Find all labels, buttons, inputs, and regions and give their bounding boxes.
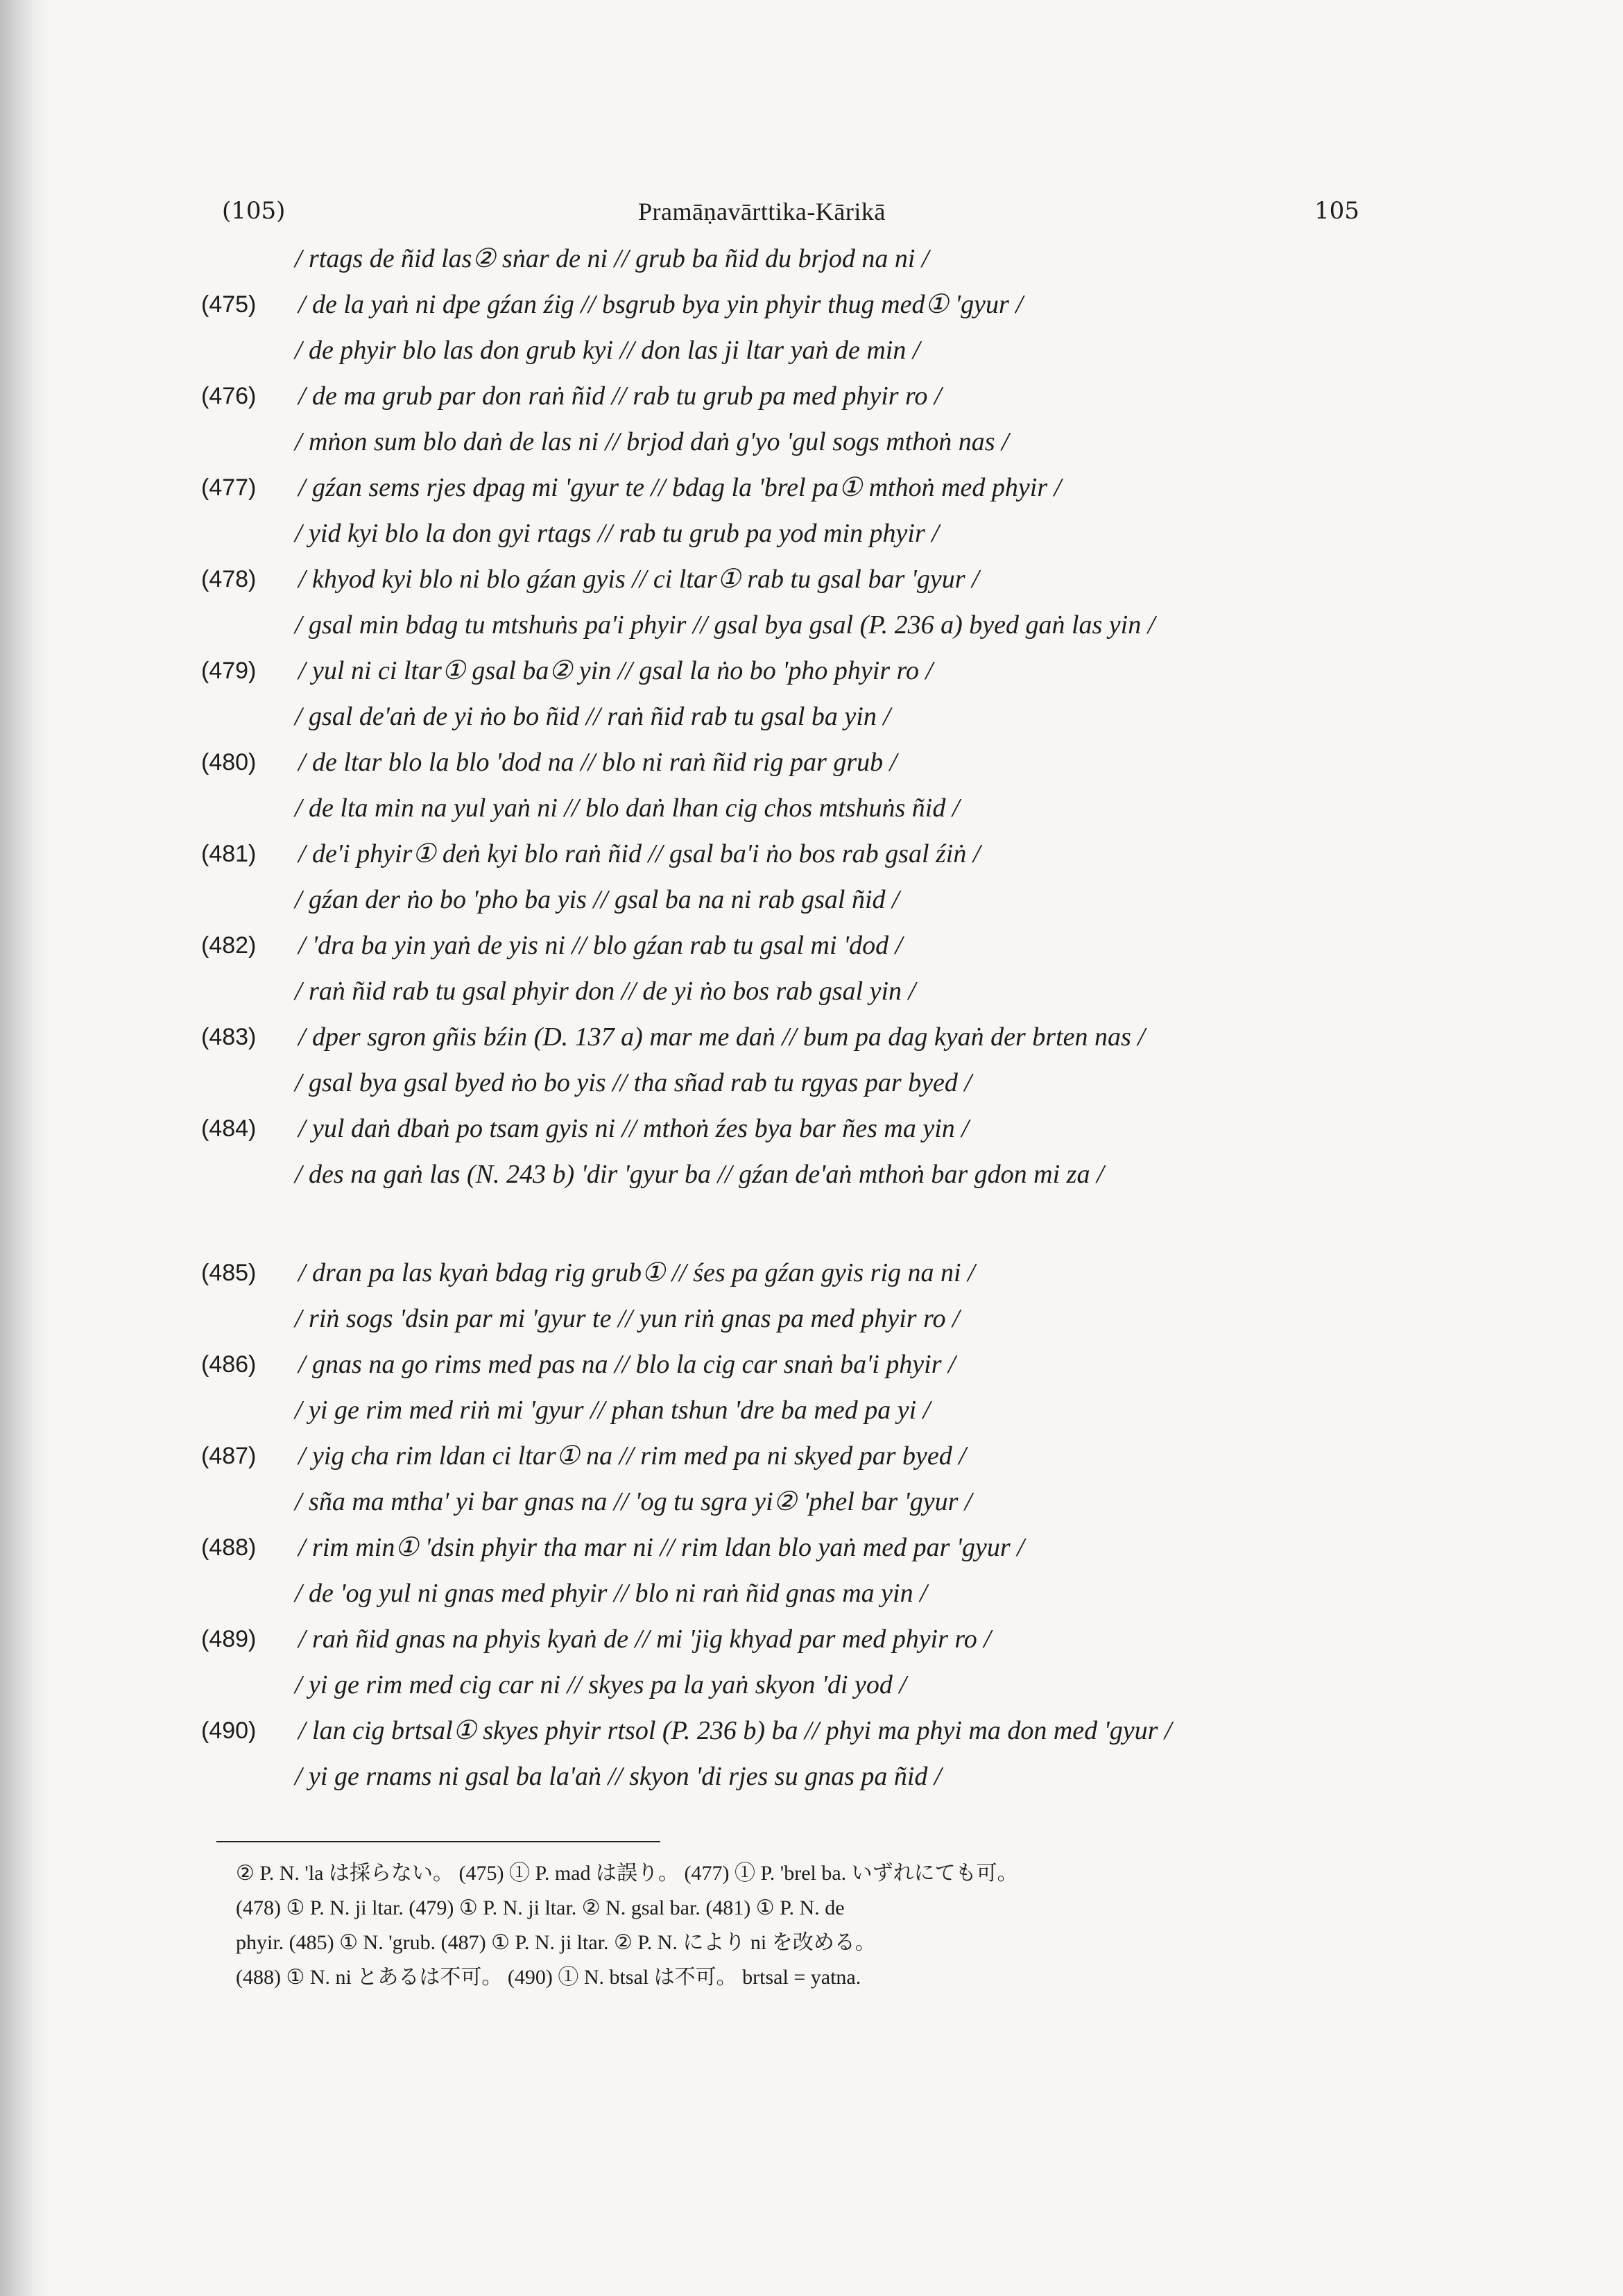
verse-text: / raṅ ñid rab tu gsal phyir don // de yi ṅo bos rab gsal yin / [295, 977, 916, 1006]
verse-line [201, 1342, 1491, 1387]
verse-text: / khyod kyi blo ni blo gźan gyis // ci ltar① rab tu gsal bar 'gyur / [298, 565, 979, 594]
verse-line [201, 739, 1491, 785]
verse-text: / dran pa las kyaṅ bdag rig grub① // śes pa gźan gyis rig na ni / [298, 1258, 975, 1287]
verse-number: (481) [201, 841, 257, 867]
verse-line [201, 648, 1491, 694]
verse-number: (489) [201, 1626, 257, 1652]
verse-text: / yul ni ci ltar① gsal ba② yin // gsal la ṅo bo 'pho phyir ro / [298, 656, 934, 685]
verse-number: (475) [201, 291, 257, 318]
verse-number: (487) [201, 1443, 257, 1469]
verse-line [201, 968, 1491, 1014]
verse-line [201, 1014, 1491, 1060]
verse-text: / gnas na go rims med pas na // blo la cig car snaṅ ba'i phyir / [298, 1350, 956, 1379]
verse-text: / yid kyi blo la don gyi rtags // rab tu grub pa yod min phyir / [295, 519, 939, 548]
verse-text: / de 'og yul ni gnas med phyir // blo ni raṅ ñid gnas ma yin / [295, 1579, 927, 1608]
verse-line [201, 1525, 1491, 1570]
verse-line [201, 1060, 1491, 1106]
verse-text: / gsal de'aṅ de yi ṅo bo ñid // raṅ ñid rab tu gsal ba yin / [295, 702, 891, 731]
verse-text: / riṅ sogs 'dsin par mi 'gyur te // yun riṅ gnas pa med phyir ro / [295, 1304, 960, 1333]
verse-line [201, 694, 1491, 739]
verse-line [201, 602, 1491, 648]
verse-text: / dper sgron gñis bźin (D. 137 a) mar me daṅ // bum pa dag kyaṅ der brten nas / [298, 1022, 1145, 1052]
verse-text: / de lta min na yul yaṅ ni // blo daṅ lhan cig chos mtshuṅs ñid / [295, 794, 960, 823]
verse-text: / yi ge rim med riṅ mi 'gyur // phan tshun 'dre ba med pa yi / [295, 1396, 931, 1425]
verse-number: (480) [201, 749, 257, 776]
verse-line [201, 236, 1491, 282]
verse-line [201, 1296, 1491, 1342]
verse-number: (483) [201, 1024, 257, 1050]
verse-line [201, 282, 1491, 327]
verse-line [201, 1106, 1491, 1151]
page-number-bracketed: (105) [222, 197, 286, 225]
verse-number: (485) [201, 1260, 257, 1286]
verse-text: / de la yaṅ ni dpe gźan źig // bsgrub bya yin phyir thug med① 'gyur / [298, 290, 1023, 319]
verse-line [201, 1662, 1491, 1708]
verse-block [201, 236, 1491, 1799]
verse-text: / des na gaṅ las (N. 243 b) 'dir 'gyur ba // gźan de'aṅ mthoṅ bar gdon mi za / [295, 1160, 1104, 1189]
verse-text: / mṅon sum blo daṅ de las ni // brjod daṅ g'yo 'gul sogs mthoṅ nas / [295, 427, 1009, 456]
footnote-rule [216, 1841, 660, 1842]
verse-line [201, 785, 1491, 831]
verse-text: / raṅ ñid gnas na phyis kyaṅ de // mi 'jig khyad par med phyir ro / [298, 1625, 991, 1654]
footnote-line: phyir. (485) ① N. 'grub. (487) ① P. N. ji ltar. ② P. N. により ni を改める。 [236, 1931, 876, 1954]
verse-number: (482) [201, 932, 257, 959]
verse-number: (476) [201, 383, 257, 409]
page-number: 105 [1314, 197, 1359, 225]
verse-number: (478) [201, 566, 257, 592]
verse-line [201, 327, 1491, 373]
verse-line [201, 556, 1491, 602]
verse-text: / lan cig brtsal① skyes phyir rtsol (P. 236 b) ba // phyi ma phyi ma don med 'gyur / [298, 1716, 1172, 1745]
verse-line [201, 1433, 1491, 1479]
verse-line [201, 831, 1491, 877]
running-title: Pramāṇavārttika-Kārikā [638, 198, 886, 225]
footnotes [236, 1856, 1443, 1995]
verse-line [201, 1754, 1491, 1799]
footnote-line: ② P. N. 'la は採らない。 (475) ① P. mad は誤り。 (477) ① P. 'brel ba. いずれにても可。 [236, 1862, 1018, 1885]
footnote-line: (478) ① P. N. ji ltar. (479) ① P. N. ji ltar. ② N. gsal bar. (481) ① P. N. de [236, 1896, 845, 1919]
verse-line [201, 465, 1491, 511]
verse-text: / rtags de ñid las② sṅar de ni // grub ba ñid du brjod na ni / [295, 244, 929, 273]
verse-text: / yi ge rim med cig car ni // skyes pa la yaṅ skyon 'di yod / [295, 1670, 907, 1699]
verse-text: / yi ge rnams ni gsal ba la'aṅ // skyon 'di rjes su gnas pa ñid / [295, 1762, 942, 1791]
verse-line [201, 1250, 1491, 1296]
verse-number: (477) [201, 474, 257, 501]
verse-number: (490) [201, 1717, 257, 1744]
verse-line [201, 511, 1491, 556]
verse-number: (488) [201, 1534, 257, 1561]
verse-text: / gsal min bdag tu mtshuṅs pa'i phyir // gsal bya gsal (P. 236 a) byed gaṅ las yin / [295, 610, 1156, 640]
verse-text: / gźan der ṅo bo 'pho ba yis // gsal ba na ni rab gsal ñid / [295, 885, 900, 914]
verse-line [201, 1479, 1491, 1525]
verse-line [201, 1616, 1491, 1662]
verse-text: / yul daṅ dbaṅ po tsam gyis ni // mthoṅ źes bya bar ñes ma yin / [298, 1114, 969, 1143]
verse-text: / rim min① 'dsin phyir tha mar ni // rim ldan blo yaṅ med par 'gyur / [298, 1533, 1024, 1562]
verse-line [201, 1151, 1491, 1197]
verse-number: (479) [201, 658, 257, 684]
verse-line [201, 1387, 1491, 1433]
verse-text: / de ltar blo la blo 'dod na // blo ni raṅ ñid rig par grub / [298, 748, 898, 777]
verse-line [201, 1708, 1491, 1754]
verse-line [201, 373, 1491, 419]
verse-line [201, 1570, 1491, 1616]
verse-number: (484) [201, 1115, 257, 1142]
verse-text: / sña ma mtha' yi bar gnas na // 'og tu sgra yi② 'phel bar 'gyur / [295, 1487, 972, 1516]
verse-text: / de'i phyir① deṅ kyi blo raṅ ñid // gsal ba'i ṅo bos rab gsal źiṅ / [298, 839, 981, 868]
verse-line [201, 877, 1491, 923]
verse-line [201, 419, 1491, 465]
verse-text: / de phyir blo las don grub kyi // don las ji ltar yaṅ de min / [295, 336, 920, 365]
verse-text: / yig cha rim ldan ci ltar① na // rim med pa ni skyed par byed / [298, 1441, 966, 1471]
verse-text: / gźan sems rjes dpag mi 'gyur te // bdag la 'brel pa① mthoṅ med phyir / [298, 473, 1062, 502]
verse-text: / gsal bya gsal byed ṅo bo yis // tha sñad rab tu rgyas par byed / [295, 1068, 972, 1097]
scan-edge-shadow [0, 0, 49, 2296]
verse-number: (486) [201, 1351, 257, 1378]
verse-text: / 'dra ba yin yaṅ de yis ni // blo gźan rab tu gsal mi 'dod / [298, 931, 903, 960]
verse-text: / de ma grub par don raṅ ñid // rab tu grub pa med phyir ro / [298, 382, 942, 411]
verse-line [201, 923, 1491, 968]
footnote-line: (488) ① N. ni とあるは不可。 (490) ① N. btsal は不可。 brtsal = yatna. [236, 1966, 861, 1989]
